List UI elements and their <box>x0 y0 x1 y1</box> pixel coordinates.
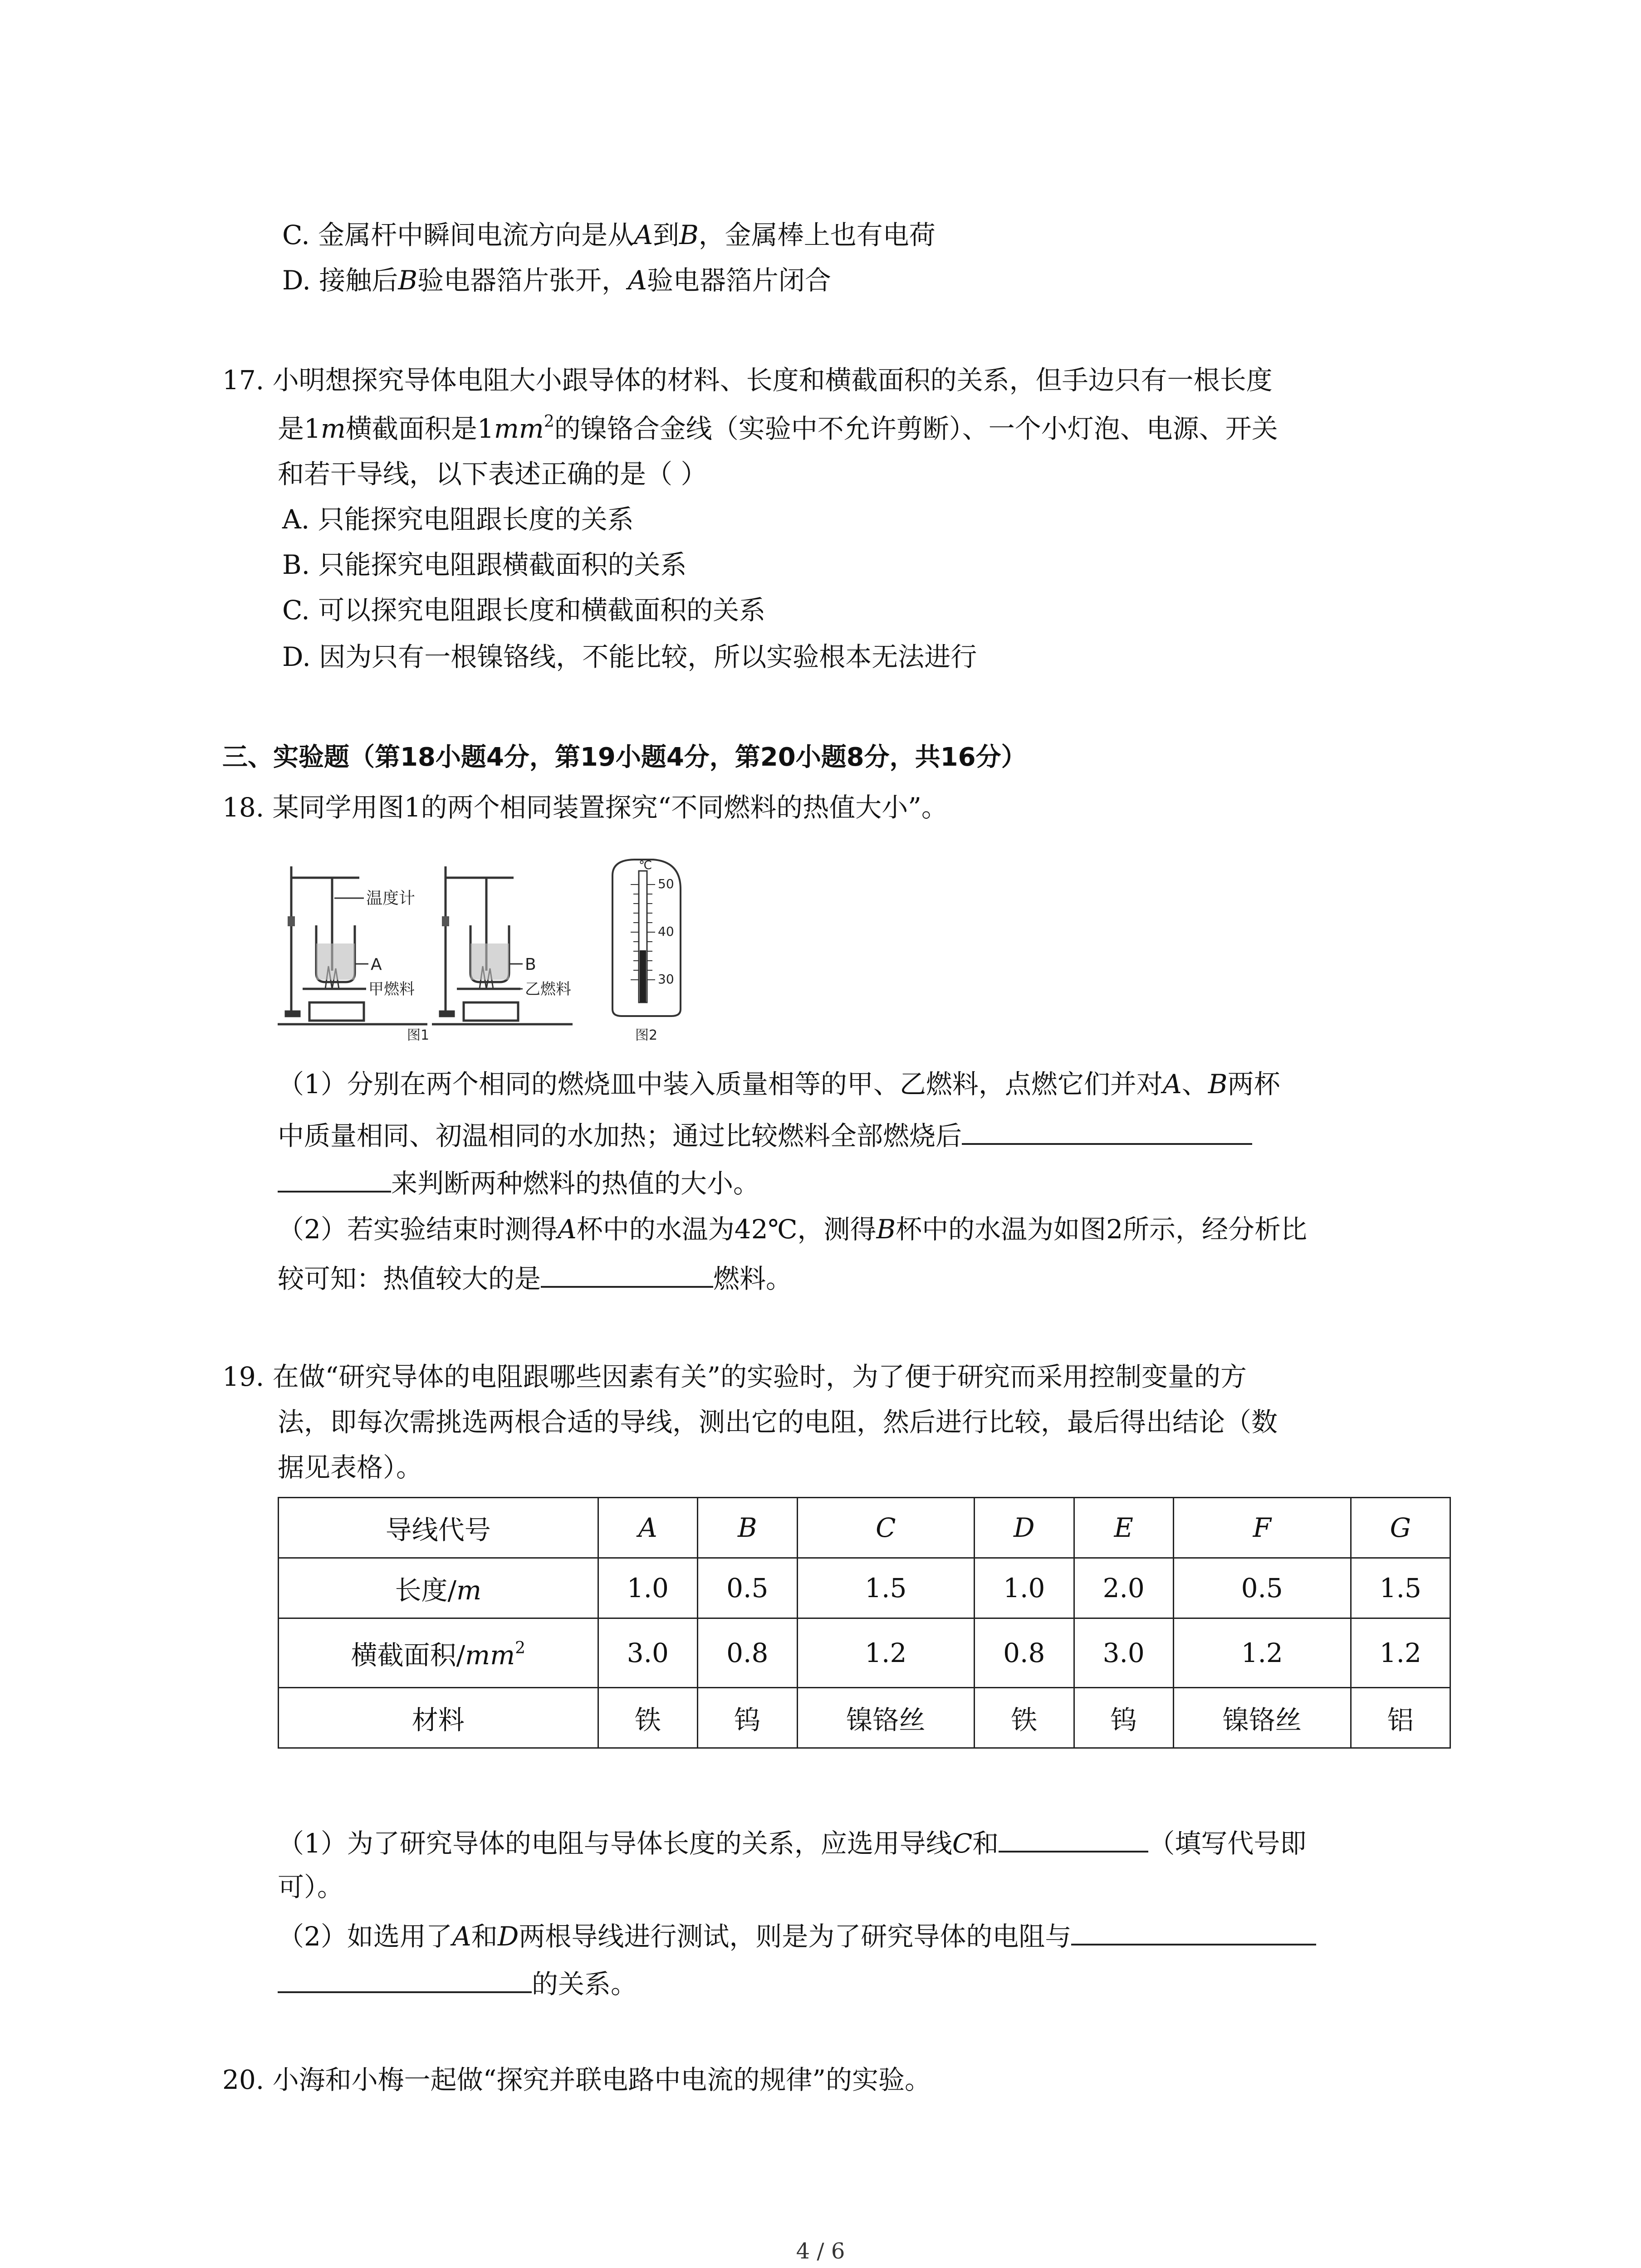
tick-50: 50 <box>658 876 674 891</box>
cell-area: 1.2 <box>1351 1618 1450 1688</box>
q19-part2-line2: 的关系。 <box>278 1964 637 2002</box>
cell-area: 1.2 <box>797 1618 975 1688</box>
cell-material: 镍铬丝 <box>797 1688 975 1748</box>
label-thermometer: 温度计 <box>366 889 416 908</box>
q20-stem: 20. 小海和小梅一起做“探究并联电路中电流的规律”的实验。 <box>222 2064 931 2095</box>
cell-material: 铝 <box>1351 1688 1450 1748</box>
figure-2 <box>603 853 694 1043</box>
answer-blank-q19-2a[interactable] <box>1071 1916 1316 1945</box>
cell-length: 0.5 <box>698 1558 797 1618</box>
cell-area: 0.8 <box>698 1618 797 1688</box>
label-fig2: 图2 <box>635 1027 658 1043</box>
cell-length: 1.0 <box>975 1558 1074 1618</box>
q16-option-d: D. 接触后B验电器箔片张开，A验电器箔片闭合 <box>282 265 831 296</box>
cell-length: 0.5 <box>1173 1558 1351 1618</box>
table-row-areas <box>279 1618 1450 1688</box>
q17-stem-line3: 和若干导线，以下表述正确的是（ ） <box>278 459 707 489</box>
cell-area: 3.0 <box>1074 1618 1173 1688</box>
tick-40: 40 <box>658 924 674 939</box>
section3-title: 三、实验题（第18小题4分，第19小题4分，第20小题8分，共16分） <box>222 743 1027 772</box>
label-fuel-yi: 乙燃料 <box>525 980 571 998</box>
answer-blank-q19-1[interactable] <box>999 1823 1148 1853</box>
q16-option-c: C. 金属杆中瞬间电流方向是从A到B，金属棒上也有电荷 <box>282 220 936 250</box>
q17-option-a: A. 只能探究电阻跟长度的关系 <box>282 504 634 535</box>
cell-length: 2.0 <box>1074 1558 1173 1618</box>
q18-part2-line2: 较可知：热值较大的是 燃料。 <box>278 1259 792 1297</box>
cell-material: 钨 <box>1074 1688 1173 1748</box>
q17-stem-line2: 是1m横截面积是$1mm^2$的镍铬合金线（实验中不允许剪断）、一个小灯泡、电源、开关 <box>278 412 1278 444</box>
q17-option-c: C. 可以探究电阻跟长度和横截面积的关系 <box>282 595 766 626</box>
page-number: 4 / 6 <box>796 2239 845 2264</box>
cell-code: D <box>975 1498 1074 1558</box>
q18-part1-line1: （1）分别在两个相同的燃烧皿中装入质量相等的甲、乙燃料，点燃它们并对A、B两杯 <box>278 1069 1280 1100</box>
label-cup-a: A <box>371 955 382 974</box>
cell-area: 1.2 <box>1173 1618 1351 1688</box>
q17-option-b: B. 只能探究电阻跟横截面积的关系 <box>282 549 687 580</box>
row-header-material: 材料 <box>279 1688 598 1748</box>
q17-stem-line1: 17. 小明想探究导体电阻大小跟导体的材料、长度和横截面积的关系，但手边只有一根长度 <box>222 365 1273 396</box>
label-celsius: ℃ <box>639 859 652 872</box>
q18-stem: 18. 某同学用图1的两个相同装置探究“不同燃料的热值大小”。 <box>222 792 948 823</box>
label-fuel-jia: 甲燃料 <box>368 980 415 998</box>
cell-code: B <box>698 1498 797 1558</box>
row-header-length: 长度/m <box>279 1558 598 1618</box>
cell-length: 1.5 <box>797 1558 975 1618</box>
answer-blank-q19-2b[interactable] <box>278 1964 532 1993</box>
cell-length: 1.5 <box>1351 1558 1450 1618</box>
table-row-codes <box>279 1498 1450 1558</box>
answer-blank-q18-2[interactable] <box>541 1259 713 1288</box>
figure-1 <box>278 853 604 1043</box>
label-cup-b: B <box>525 955 536 974</box>
figure-2-drawing <box>603 853 694 1043</box>
q18-part1-line2: 中质量相同、初温相同的水加热；通过比较燃料全部燃烧后 <box>278 1116 1252 1154</box>
cell-code: A <box>598 1498 697 1558</box>
q19-part1-line2: 可）。 <box>278 1872 344 1902</box>
q19-part1-line1: （1）为了研究导体的电阻与导体长度的关系，应选用导线C和 （填写代号即 <box>278 1823 1306 1862</box>
cell-code: E <box>1074 1498 1173 1558</box>
cell-area: 0.8 <box>975 1618 1074 1688</box>
cell-material: 铁 <box>975 1688 1074 1748</box>
answer-blank-q18-1a[interactable] <box>962 1116 1252 1145</box>
q19-stem-line2: 法，即每次需挑选两根合适的导线，测出它的电阻，然后进行比较，最后得出结论（数 <box>278 1407 1278 1437</box>
q18-part1-line3: 来判断两种燃料的热值的大小。 <box>278 1163 759 1202</box>
label-fig1: 图1 <box>407 1027 430 1043</box>
row-header-area: 横截面积$/mm^2$ <box>279 1618 598 1688</box>
answer-blank-q18-1b[interactable] <box>278 1163 391 1193</box>
q18-part2-line1: （2）若实验结束时测得A杯中的水温为42℃，测得B杯中的水温为如图2所示，经分析比 <box>278 1214 1308 1245</box>
q19-part2-line1: （2）如选用了A和D两根导线进行测试，则是为了研究导体的电阻与 <box>278 1916 1316 1955</box>
figure-1-drawing <box>278 853 604 1043</box>
q19-stem-line3: 据见表格）。 <box>278 1452 423 1483</box>
cell-code: F <box>1173 1498 1351 1558</box>
wire-data-table <box>278 1497 1451 1749</box>
cell-material: 钨 <box>698 1688 797 1748</box>
q17-option-d: D. 因为只有一根镍铬线，不能比较，所以实验根本无法进行 <box>282 641 977 672</box>
cell-length: 1.0 <box>598 1558 697 1618</box>
cell-code: C <box>797 1498 975 1558</box>
row-header-code: 导线代号 <box>279 1498 598 1558</box>
cell-code: G <box>1351 1498 1450 1558</box>
tick-30: 30 <box>658 972 674 987</box>
cell-material: 铁 <box>598 1688 697 1748</box>
cell-area: 3.0 <box>598 1618 697 1688</box>
cell-material: 镍铬丝 <box>1173 1688 1351 1748</box>
table-row-materials <box>279 1688 1450 1748</box>
q19-stem-line1: 19. 在做“研究导体的电阻跟哪些因素有关”的实验时，为了便于研究而采用控制变量的方 <box>222 1361 1247 1392</box>
table-row-lengths <box>279 1558 1450 1618</box>
